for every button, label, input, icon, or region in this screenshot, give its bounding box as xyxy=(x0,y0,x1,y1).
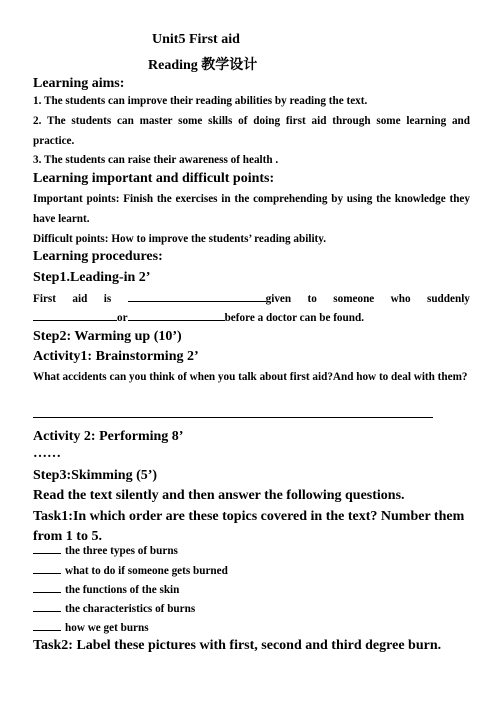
task1-line-1: Task1:In which order are these topics covered in the text? Number them xyxy=(33,509,465,524)
ellipsis: …… xyxy=(33,446,61,461)
number-blank[interactable] xyxy=(33,601,61,612)
activity2-heading: Activity 2: Performing 8’ xyxy=(33,429,184,444)
fill-blank-line-2: or before a doctor can be found. xyxy=(33,308,470,328)
aim-item-2: 2. The students can master some skills of doing first aid through some learning and practice. xyxy=(33,115,470,147)
difficult-points: Difficult points: How to improve the students’ reading ability. xyxy=(33,233,327,245)
step1-heading: Step1.Leading-in 2’ xyxy=(33,270,151,285)
topic-item: the characteristics of burns xyxy=(33,599,470,619)
learning-aims-heading: Learning aims: xyxy=(33,76,125,91)
document-title: Unit5 First aid xyxy=(152,32,240,47)
blank-2[interactable] xyxy=(33,309,117,321)
important-points: Important points: Finish the exercises in the comprehending by using the knowledge they have learnt. xyxy=(33,193,470,225)
number-blank[interactable] xyxy=(33,563,61,574)
number-blank[interactable] xyxy=(33,543,61,554)
fill-blank-line-1: First aid is given to someone who suddenly xyxy=(33,289,470,309)
document-subtitle: Reading 教学设计 xyxy=(148,58,258,73)
answer-line[interactable] xyxy=(33,417,433,418)
procedures-heading: Learning procedures: xyxy=(33,249,163,264)
step3-heading: Step3:Skimming (5’) xyxy=(33,468,158,483)
skimming-instruction: Read the text silently and then answer the following questions. xyxy=(33,488,405,503)
topic-item: what to do if someone gets burned xyxy=(33,561,470,581)
aim-item-3: 3. The students can raise their awareness of health . xyxy=(33,154,279,166)
step2-heading: Step2: Warming up (10’) xyxy=(33,329,182,344)
activity1-heading: Activity1: Brainstorming 2’ xyxy=(33,349,199,364)
task2-heading: Task2: Label these pictures with first, second and third degree burn. xyxy=(33,638,442,653)
aim-item-1: 1. The students can improve their reading abilities by reading the text. xyxy=(33,95,368,107)
topic-item: how we get burns xyxy=(33,618,470,638)
topic-item: the three types of burns xyxy=(33,541,470,561)
blank-1[interactable] xyxy=(128,290,266,302)
topic-item: the functions of the skin xyxy=(33,580,470,600)
task1-line-2: from 1 to 5. xyxy=(33,529,102,544)
brainstorm-question: What accidents can you think of when you talk about first aid?And how to deal with them? xyxy=(33,371,468,383)
blank-3[interactable] xyxy=(128,309,225,321)
points-heading: Learning important and difficult points: xyxy=(33,171,275,186)
number-blank[interactable] xyxy=(33,582,61,593)
number-blank[interactable] xyxy=(33,620,61,631)
